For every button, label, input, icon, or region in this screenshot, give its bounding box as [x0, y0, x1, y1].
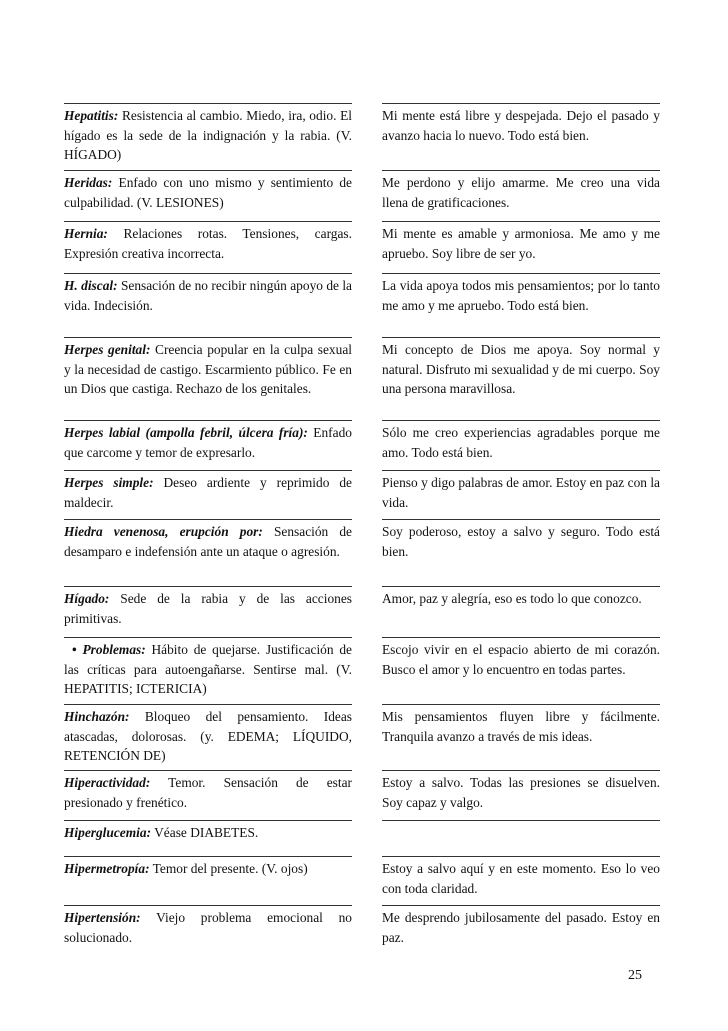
- entry-cause-text: Enfado con uno mismo y sentimiento de culpabilidad. (V. LESIONES): [64, 175, 352, 210]
- entry-cause-text: Enfado que carcome y temor de expresarlo.: [64, 425, 352, 460]
- entry-cause-text: Sensación de desamparo e indefensión ante un ataque o agresión.: [64, 524, 352, 559]
- entry-affirmation: Sólo me creo experiencias agradables porque me amo. Todo está bien.: [382, 420, 660, 462]
- entry-cause: [64, 337, 352, 399]
- entry-affirmation: Pienso y digo palabras de amor. Estoy en paz con la vida.: [382, 470, 660, 512]
- entry-affirmation: La vida apoya todos mis pensamientos; por lo tanto me amo y me apruebo. Todo está bien.: [382, 273, 660, 315]
- bullet-marker: •: [72, 642, 77, 657]
- entry-term: Hinchazón:: [64, 709, 130, 724]
- entry-cause-text: Relaciones rotas. Tensiones, cargas. Expresión creativa incorrecta.: [64, 226, 352, 261]
- entry-cause: [64, 770, 352, 812]
- entry-term: Hipertensión:: [64, 910, 141, 925]
- entry-cause-text: Temor del presente. (V. ojos): [149, 861, 308, 876]
- entry-cause-text: Temor. Sensación de estar presionado y frenético.: [64, 775, 352, 810]
- entry-cause: [64, 420, 352, 462]
- entry-affirmation: Soy poderoso, estoy a salvo y seguro. Todo está bien.: [382, 519, 660, 561]
- entry-affirmation: Me desprendo jubilosamente del pasado. Estoy en paz.: [382, 905, 660, 947]
- page-number: 25: [628, 968, 642, 983]
- entry-cause-text: Hábito de quejarse. Justificación de las críticas para autoengañarse. Sentirse mal. (V. HEPATITIS; ICTERICIA): [64, 642, 352, 696]
- entry-term: Hipermetropía:: [64, 861, 150, 876]
- entry-affirmation: Mi concepto de Dios me apoya. Soy normal y natural. Disfruto mi sexualidad y de mi cuerpo. Soy una persona maravillosa.: [382, 337, 660, 399]
- entry-affirmation: Escojo vivir en el espacio abierto de mi corazón. Busco el amor y lo encuentro en todas partes.: [382, 637, 660, 679]
- entry-term: H. discal:: [64, 278, 118, 293]
- entry-cause: [64, 170, 352, 212]
- entry-cause: [64, 273, 352, 315]
- entry-cause: [64, 637, 352, 699]
- entry-term: Problemas:: [82, 642, 146, 657]
- entry-cause: [64, 103, 352, 165]
- entry-cause: [64, 704, 352, 766]
- entry-cause-text: Sede de la rabia y de las acciones primitivas.: [64, 591, 352, 626]
- entry-cause-text: Deseo ardiente y reprimido de maldecir.: [64, 475, 353, 510]
- entry-cause: [64, 905, 352, 947]
- entry-cause: [64, 820, 352, 843]
- entry-cause: [64, 586, 352, 628]
- entry-affirmation: Mis pensamientos fluyen libre y fácilmente. Tranquila avanzo a través de mis ideas.: [382, 704, 660, 746]
- entry-cause: [64, 221, 352, 263]
- entry-affirmation: Amor, paz y alegría, eso es todo lo que conozco.: [382, 586, 660, 609]
- entry-term: Hernia:: [64, 226, 108, 241]
- entry-affirmation: Estoy a salvo. Todas las presiones se disuelven. Soy capaz y valgo.: [382, 770, 660, 812]
- entry-term: Herpes simple:: [64, 475, 154, 490]
- entry-affirmation: Me perdono y elijo amarme. Me creo una vida llena de gratificaciones.: [382, 170, 660, 212]
- entry-cause: [64, 856, 352, 879]
- entry-term: Herpes genital:: [64, 342, 151, 357]
- entry-term: Hiperactividad:: [64, 775, 151, 790]
- entry-cause-text: Viejo problema emocional no solucionado.: [64, 910, 352, 945]
- entry-term: Hígado:: [64, 591, 110, 606]
- entry-cause: [64, 519, 352, 561]
- entry-term: Heridas:: [64, 175, 113, 190]
- entry-affirmation: [382, 820, 660, 823]
- entry-cause-text: Bloqueo del pensamiento. Ideas atascadas, dolorosas. (y. EDEMA; LÍQUIDO, RETENCIÓN DE): [64, 709, 352, 763]
- entry-term: Hiperglucemia:: [64, 825, 152, 840]
- entry-term: Hiedra venenosa, erupción por:: [64, 524, 263, 539]
- entry-affirmation: Mi mente es amable y armoniosa. Me amo y me apruebo. Soy libre de ser yo.: [382, 221, 660, 263]
- entry-affirmation: Mi mente está libre y despejada. Dejo el pasado y avanzo hacia lo nuevo. Todo está bien.: [382, 103, 660, 145]
- entry-cause: [64, 470, 352, 512]
- entry-term: Hepatitis:: [64, 108, 119, 123]
- entry-cause-text: Resistencia al cambio. Miedo, ira, odio. El hígado es la sede de la indignación y la rabia. (V. HÍGADO): [64, 108, 352, 162]
- entry-cause-text: Creencia popular en la culpa sexual y la necesidad de castigo. Escarmiento público. Fe en un Dios que castiga. Rechazo de los genitales.: [64, 342, 352, 396]
- entry-cause-text: Véase DIABETES.: [151, 825, 259, 840]
- entry-term: Herpes labial (ampolla febril, úlcera fría):: [64, 425, 308, 440]
- entry-affirmation: Estoy a salvo aquí y en este momento. Eso lo veo con toda claridad.: [382, 856, 660, 898]
- entry-cause-text: Sensación de no recibir ningún apoyo de la vida. Indecisión.: [64, 278, 352, 313]
